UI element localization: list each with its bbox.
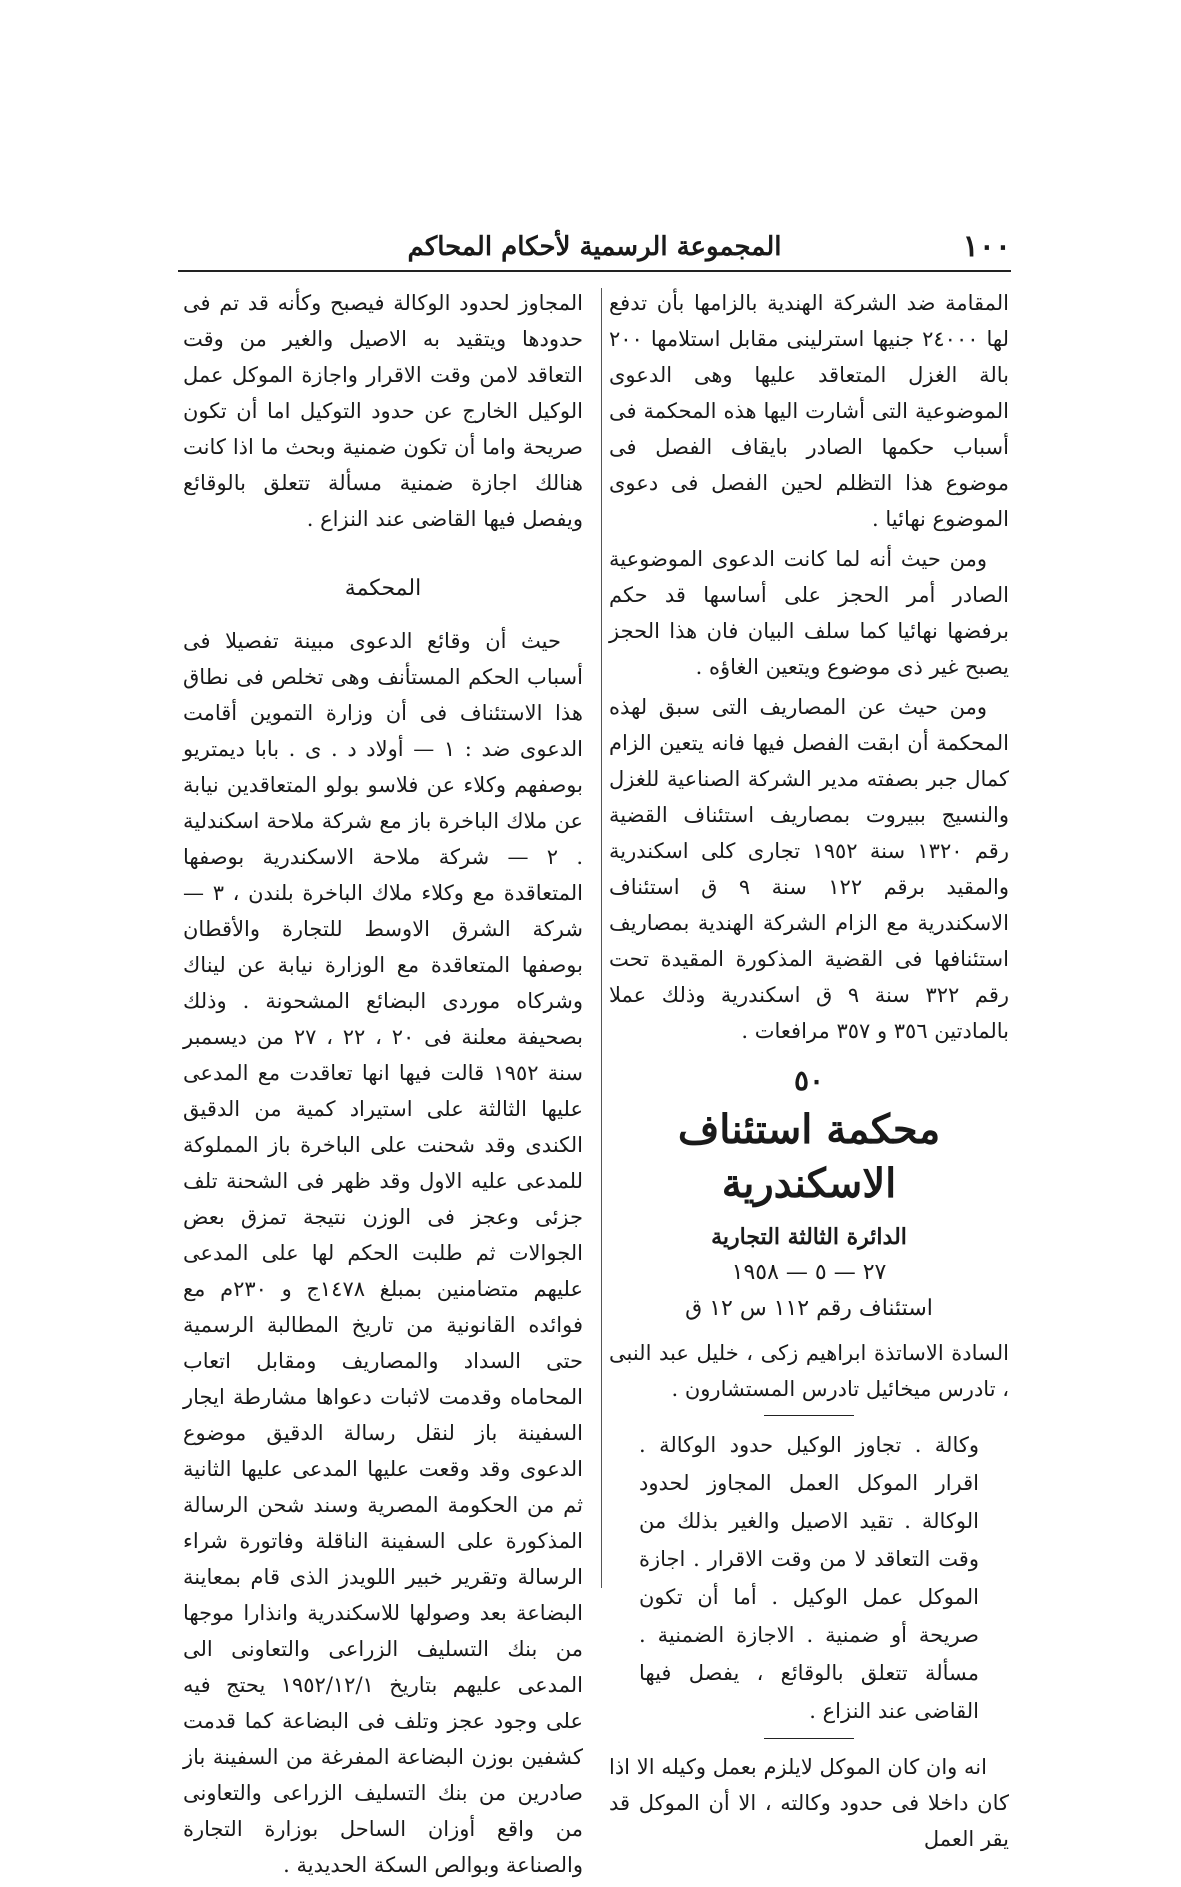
paragraph: المقامة ضد الشركة الهندية بالزامها بأن تدفع لها ٢٤٠٠٠ جنيها استرلينى مقابل استلامها ٢٠٠ بالة الغزل المتعاقد عليها وهى الدعوى الموضوعية التى أشارت اليها هذه المحكمة فى أسباب حكمها الصادر بايقاف الفصل فى موضوع هذا التظلم لحين الفصل فى دعوى الموضوع نهائيا . — [609, 291, 1010, 531]
column-divider — [601, 288, 602, 1588]
page-header — [178, 228, 1011, 272]
judgment-date: ٢٧ — ٥ — ١٩٥٨ — [731, 1260, 887, 1285]
page-number: ١٠٠ — [962, 229, 1011, 264]
paragraph: ومن حيث أنه لما كانت الدعوى الموضوعية الصادر أمر الحجز على أساسها قد حكم برفضها نهائيا كما سلف البيان فان هذا الحجز يصبح غير ذى موضوع ويتعين الغاؤه . — [609, 547, 1009, 679]
paragraph: ومن حيث عن المصاريف التى سبق لهذه المحكمة أن ابقت الفصل فيها فانه يتعين الزام كمال جبر بصفته مدير الشركة الصناعية للغزل والنسيج ببيروت بمصاريف استئناف القضية رقم ١٣٢٠ سنة ١٩٥٢ تجارى كلى اسكندرية والمقيد برقم ١٢٢ سنة ٩ ق استئناف الاسكندرية مع الزام الشركة الهندية بمصاريف استئنافها فى القضية المذكورة المقيدة تحت رقم ٣٢٢ سنة ٩ ق اسكندرية وذلك عملا بالمادتين ٣٥٦ و ٣٥٧ مرافعات . — [609, 695, 1009, 1043]
paragraph: المجاوز لحدود الوكالة فيصبح وكأنه قد تم فى حدودها ويتقيد به الاصيل والغير من وقت التعاقد لامن وقت الاقرار واجازة الموكل عمل الوكيل الخارج عن حدود التوكيل اما أن تكون صريحة واما أن تكون ضمنية وبحث ما اذا كانت هنالك اجازة ضمنية مسألة تتعلق بالوقائع ويفصل فيها القاضى عند النزاع . — [183, 291, 583, 531]
paragraph: انه وان كان الموكل لايلزم بعمل وكيله الا اذا كان داخلا فى حدود وكالته ، الا أن الموكل قد يقر العمل — [609, 1755, 1009, 1851]
court-circuit: الدائرة الثالثة التجارية — [711, 1224, 907, 1250]
divider — [764, 1738, 854, 1739]
left-column — [183, 285, 583, 1887]
case-number: ٥٠ — [793, 1064, 825, 1097]
appeal-reference: استئناف رقم ١١٢ س ١٢ ق — [685, 1296, 933, 1321]
right-column — [609, 285, 1009, 1861]
running-title: المجموعة الرسمية لأحكام المحاكم — [407, 232, 782, 262]
judges-list: السادة الاساتذة ابراهيم زكى ، خليل عبد النبى ، تادرس ميخائيل تادرس المستشارون . — [609, 1341, 1009, 1401]
headnote: وكالة . تجاوز الوكيل حدود الوكالة . اقرار الموكل العمل المجاوز لحدود الوكالة . تقيد الاصيل والغير بذلك من وقت التعاقد لا من وقت الاقرار . اجازة الموكل عمل الوكيل . أما أن تكون صريحة أو ضمنية . الاجازة الضمنية . مسألة تتعلق بالوقائع ، يفصل فيها القاضى عند النزاع . — [639, 1433, 979, 1723]
section-heading: المحكمة — [344, 576, 422, 601]
court-name: محكمة استئناف الاسكندرية — [677, 1106, 941, 1207]
divider — [764, 1415, 854, 1416]
paragraph: حيث أن وقائع الدعوى مبينة تفصيلا فى أسباب الحكم المستأنف وهى تخلص فى نطاق هذا الاستئناف فى أن وزارة التموين أقامت الدعوى ضد : ١ — أولاد د . ى . بابا ديمتريو بوصفهم وكلاء عن فلاسو بولو المتعاقدين نيابة عن ملاك الباخرة باز مع شركة ملاحة اسكندلية . ٢ — شركة ملاحة الاسكندرية بوصفها المتعاقدة مع وكلاء ملاك الباخرة بلندن ، ٣ — شركة الشرق الاوسط للتجارة والأقطان بوصفها المتعاقدة مع الوزارة نيابة عن ليناك وشركاه موردى البضائع المشحونة . وذلك بصحيفة معلنة فى ٢٠ ، ٢٢ ، ٢٧ من ديسمبر سنة ١٩٥٢ قالت فيها انها تعاقدت مع المدعى عليها الثالثة على استيراد كمية من الدقيق الكندى وقد شحنت على الباخرة باز المملوكة للمدعى عليه الاول وقد ظهر فى الشحنة تلف جزئى وعجز فى الوزن نتيجة تمزق بعض الجوالات ثم طلبت الحكم لها على المدعى عليهم متضامنين بمبلغ ١٤٧٨ج و ٢٣٠م مع فوائده القانونية من تاريخ المطالبة الرسمية حتى السداد والمصاريف ومقابل اتعاب المحاماه وقدمت لاثبات دعواها مشارطة ايجار السفينة باز لنقل رسالة الدقيق موضوع الدعوى وقد وقعت عليها المدعى عليها الثانية ثم من الحكومة المصرية وسند شحن الرسالة المذكورة على السفينة الناقلة وفاتورة شراء الرسالة وتقرير خبير اللويدز الذى قام بمعاينة البضاعة بعد وصولها للاسكندرية وانذارا موجها من بنك التسليف الزراعى والتعاونى الى المدعى عليهم بتاريخ ١٩٥٢/١٢/١ يحتج فيه على وجود عجز وتلف فى البضاعة كما قدمت كشفين بوزن البضاعة المفرغة من السفينة باز صادرين من بنك التسليف الزراعى والتعاونى من واقع أوزان الساحل بوزارة التجارة والصناعة وبوالص السكة الحديدية . — [183, 629, 584, 1877]
